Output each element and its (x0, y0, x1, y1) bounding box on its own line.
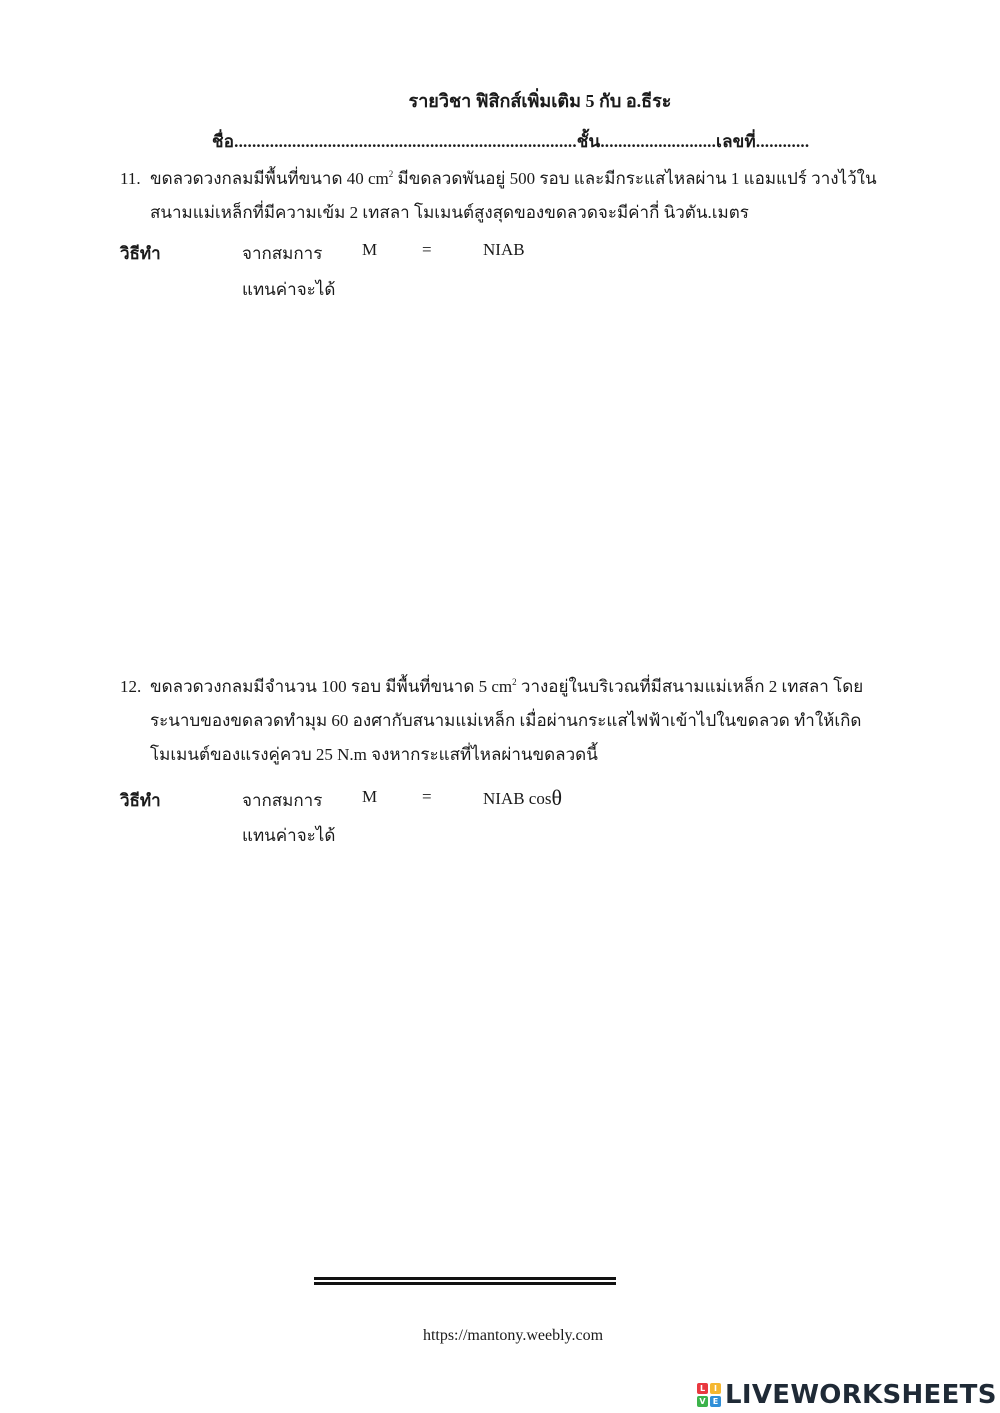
logo-text: LIVEWORKSHEETS (725, 1380, 997, 1410)
question-12-line-3: โมเมนต์ของแรงคู่ควบ 25 N.m จงหากระแสที่ไหลผ่านขดลวดนี้ (150, 745, 598, 764)
method-label: วิธีทำ (120, 244, 161, 263)
footer-rule (314, 1277, 616, 1287)
substitute-label: แทนค่าจะได้ (242, 826, 336, 845)
liveworksheets-logo (697, 1380, 997, 1410)
question-11 (120, 162, 877, 230)
superscript: 2 (512, 677, 517, 687)
equation-label: จากสมการ (242, 791, 323, 810)
equation-sign: = (422, 787, 432, 806)
footer-url: https://mantony.weebly.com (422, 1327, 604, 1344)
substitute-label: แทนค่าจะได้ (242, 280, 336, 299)
equation-rhs: NIAB (483, 240, 525, 259)
equation-rhs: NIAB cosθ (483, 785, 563, 810)
question-number: 11. (120, 169, 141, 188)
superscript: 2 (388, 169, 394, 179)
logo-badge-icon: L I V E (697, 1383, 721, 1407)
equation-lhs: M (362, 787, 378, 806)
question-11-line-1: 11. ขดลวดวงกลมมีพื้นที่ขนาด 40 $cm^2$ มีขดลวดพันอยู่ 500 รอบ และมีกระแสไหลผ่าน 1 แอมแปร์ วางไว้ใน (120, 162, 877, 196)
question-12-line-2: ระนาบของขดลวดทำมุม 60 องศากับสนามแม่เหล็ก เมื่อผ่านกระแสไฟฟ้าเข้าไปในขดลวด ทำให้เกิด (150, 711, 862, 730)
worksheet-title: รายวิชา ฟิสิกส์เพิ่มเติม 5 กับ อ.ธีระ (408, 91, 672, 111)
method-label: วิธีทำ (120, 791, 161, 810)
equation-sign: = (422, 240, 432, 259)
question-12-line-1: 12. ขดลวดวงกลมมีจำนวน 100 รอบ มีพื้นที่ขนาด 5 $cm^2$ วางอยู่ในบริเวณที่มีสนามแม่เหล็ก 2 เทสลา โดย (120, 670, 863, 704)
question-11-line-2: สนามแม่เหล็กที่มีความเข้ม 2 เทสลา โมเมนต์สูงสุดของขดลวดจะมีค่ากี่ นิวตัน.เมตร (150, 203, 749, 222)
question-number: 12. (120, 677, 142, 696)
question-12 (120, 670, 863, 772)
equation-label: จากสมการ (242, 244, 323, 263)
equation-lhs: M (362, 240, 378, 259)
theta-symbol: θ (551, 785, 563, 810)
student-info-line: ชื่อ.............................................................................ชั้น..........................เลขที่............ (212, 132, 810, 151)
